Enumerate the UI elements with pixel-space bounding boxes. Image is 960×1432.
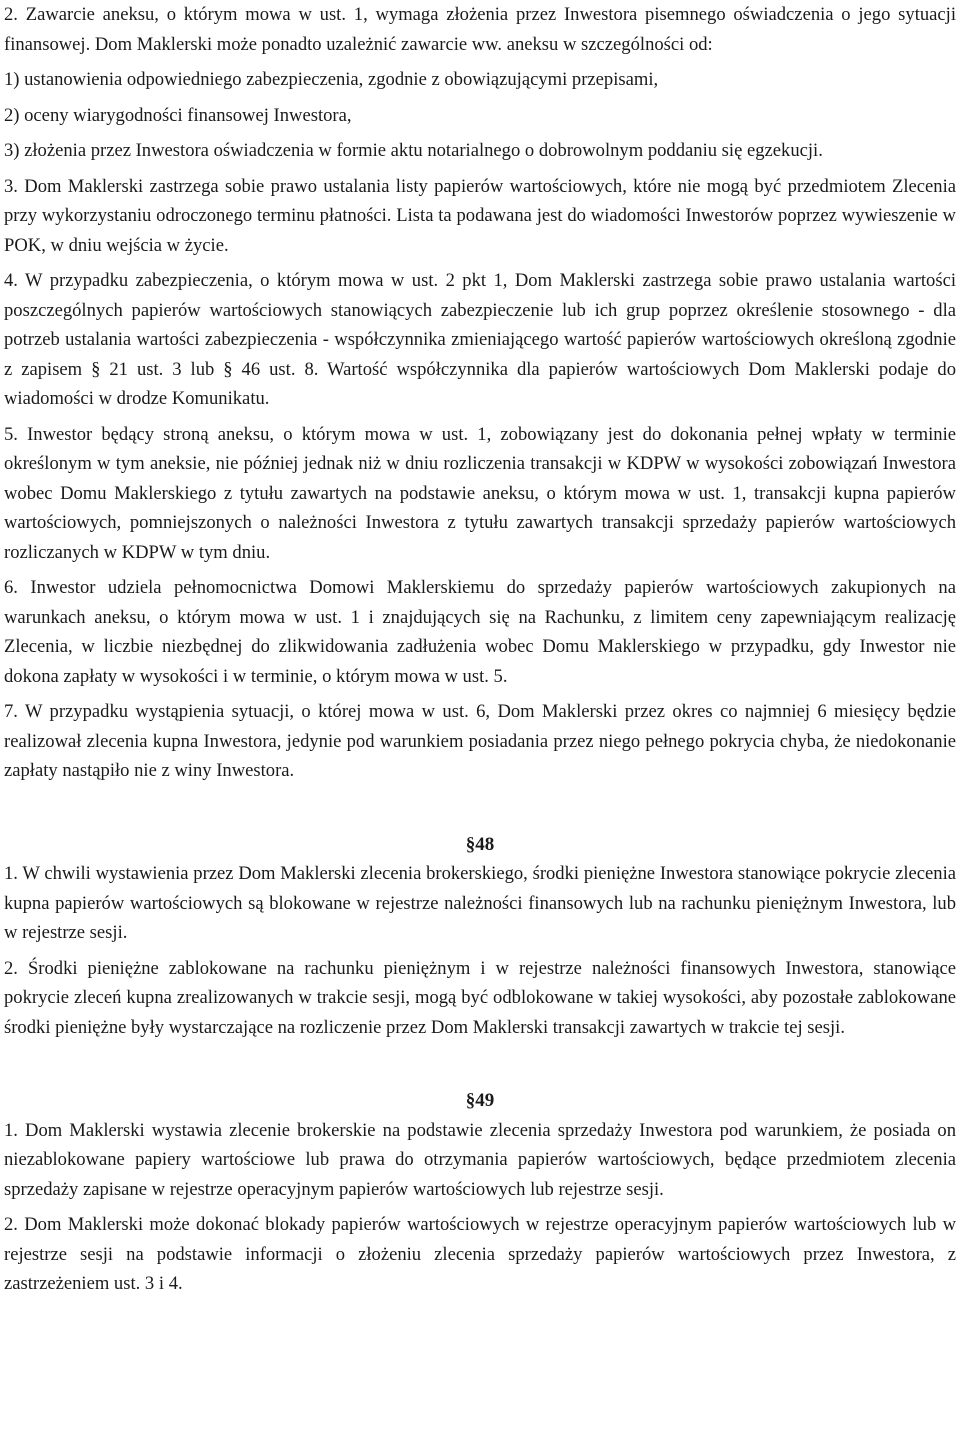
paragraph-47-7: 7. W przypadku wystąpienia sytuacji, o której mowa w ust. 6, Dom Maklerski przez okres co najmniej 6 miesięcy będzie realizował zlecenia kupna Inwestora, jedynie pod warunkiem posiadania przez niego pełnego pokrycia chyba, że niedokonanie zapłaty nastąpiło nie z winy Inwestora. bbox=[4, 701, 956, 781]
paragraph-49-1: 1. Dom Maklerski wystawia zlecenie brokerskie na podstawie zlecenia sprzedaży Inwestora pod warunkiem, że posiada on niezablokowane papiery wartościowe lub prawa do otrzymania papierów wartościowych, będące przedmiotem zlecenia sprzedaży zapisane w rejestrze operacyjnym papierów wartościowych lub rejestrze sesji. bbox=[4, 1119, 956, 1200]
section-heading-48: §48 bbox=[465, 833, 495, 855]
paragraph-48-1: 1. W chwili wystawienia przez Dom Maklerski zlecenia brokerskiego, środki pieniężne Inwestora stanowiące pokrycie zlecenia kupna papierów wartościowych są blokowane w rejestrze należności finansowych lub na rachunku pieniężnym Inwestora, lub w rejestrze sesji. bbox=[4, 863, 956, 943]
paragraph-49-2: 2. Dom Maklerski może dokonać blokady papierów wartościowych w rejestrze operacyjnym papierów wartościowych lub w rejestrze sesji na podstawie informacji o złożeniu zlecenia sprzedaży papierów wartościowych przez Inwestora, z zastrzeżeniem ust. 3 i 4. bbox=[4, 1214, 956, 1294]
paragraph-47-2-item-1: 1) ustanowienia odpowiedniego zabezpieczenia, zgodnie z obowiązującymi przepisami, bbox=[4, 69, 659, 90]
paragraph-47-6: 6. Inwestor udziela pełnomocnictwa Domowi Maklerskiemu do sprzedaży papierów wartościowych zakupionych na warunkach aneksu, o którym mowa w ust. 1 i znajdujących się na Rachunku, z limitem ceny zapewniającym realizację Zlecenia, w liczbie niezbędnej do zlikwidowania zadłużenia wobec Domu Maklerskiego w przypadku, gdy Inwestor nie dokona zapłaty w wysokości i w terminie, o którym mowa w ust. 5. bbox=[4, 577, 956, 687]
paragraph-47-3: 3. Dom Maklerski zastrzega sobie prawo ustalania listy papierów wartościowych, które nie mogą być przedmiotem Zlecenia przy wykorzystaniu odroczonego terminu płatności. Lista ta podawana jest do wiadomości Inwestorów poprzez wywieszenie w POK, w dniu wejścia w życie. bbox=[4, 175, 956, 256]
paragraph-47-5: 5. Inwestor będący stroną aneksu, o którym mowa w ust. 1, zobowiązany jest do dokonania pełnej wpłaty w terminie określonym w tym aneksie, nie później jednak niż w dniu rozliczenia transakcji w KDPW w wysokości zobowiązań Inwestora wobec Domu Maklerskiego z tytułu zawartych na podstawie aneksu, o którym mowa w ust. 1, transakcji kupna papierów wartościowych, pomniejszonych o należności Inwestora z tytułu zawartych transakcji sprzedaży papierów wartościowych rozliczanych w KDPW w tym dniu. bbox=[4, 423, 956, 563]
paragraph-47-4: 4. W przypadku zabezpieczenia, o którym mowa w ust. 2 pkt 1, Dom Maklerski zastrzega sobie prawo ustalania wartości poszczególnych papierów wartościowych stanowiących zabezpieczenie lub ich grup poprzez określenie stosownego - dla potrzeb ustalania wartości zabezpieczenia - współczynnika zmieniającego wartość papierów wartościowych określoną zgodnie z zapisem § 21 ust. 3 lub § 46 ust. 8. Wartość współczynnika dla papierów wartościowych Dom Maklerski podaje do wiadomości w drodze Komunikatu. bbox=[4, 270, 956, 409]
document-page bbox=[4, 0, 956, 1299]
paragraph-47-2: 2. Zawarcie aneksu, o którym mowa w ust. 1, wymaga złożenia przez Inwestora pisemnego oświadczenia o jego sytuacji finansowej. Dom Maklerski może ponadto uzależnić zawarcie ww. aneksu w szczególności od: bbox=[4, 4, 956, 55]
paragraph-47-2-item-3: 3) złożenia przez Inwestora oświadczenia w formie aktu notarialnego o dobrowolnym poddaniu się egzekucji. bbox=[4, 140, 823, 161]
paragraph-48-2: 2. Środki pieniężne zablokowane na rachunku pieniężnym i w rejestrze należności finansowych Inwestora, stanowiące pokrycie zleceń kupna zrealizowanych w trakcie sesji, mogą być odblokowane w takiej wysokości, aby pozostałe zablokowane środki pieniężne były wystarczające na rozliczenie przez Dom Maklerski transakcji zawartych w trakcie tej sesji. bbox=[4, 957, 956, 1038]
paragraph-47-2-item-2: 2) oceny wiarygodności finansowej Inwestora, bbox=[4, 104, 352, 126]
section-heading-49: §49 bbox=[465, 1090, 495, 1111]
